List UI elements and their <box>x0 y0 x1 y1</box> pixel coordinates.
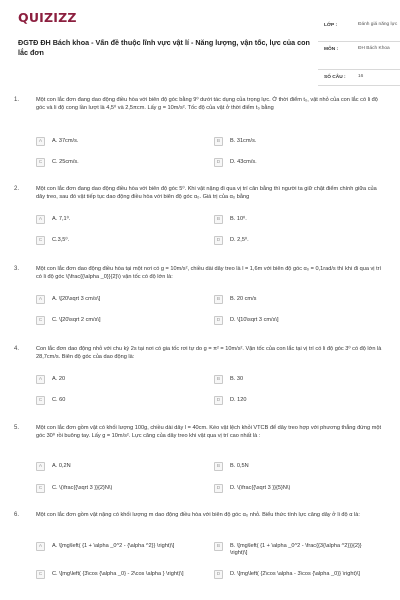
question-number: 2. <box>14 186 20 192</box>
option-b[interactable] <box>214 215 386 228</box>
option-letter-box: C <box>36 396 45 405</box>
option-letter-box: A <box>36 295 45 304</box>
option-letter-box: C <box>36 316 45 325</box>
option-d[interactable] <box>214 316 386 329</box>
option-text: C. \[mg\left( {3\cos {\alpha _0} - 2\cos \alpha } \right)\] <box>52 571 184 577</box>
option-a[interactable] <box>36 375 208 388</box>
option-letter-box: C <box>36 158 45 167</box>
question-text: Một con lắc đơn gồm vật có khối lượng 100g, chiều dài dây l = 40cm. Kéo vật lệch khỏi VTCB để dây treo hợp với phương thẳng đứng một góc 30⁰ rồi buông tay. Lấy g = 10m/s². Lực căng của dây treo khi vật qua vị trí cao nhất là : <box>36 425 382 439</box>
question-number: 4. <box>14 346 20 352</box>
option-text: B. 20 cm/s <box>230 296 257 302</box>
option-text: A. 7,1⁰. <box>52 216 71 222</box>
option-text: B. 0,5N <box>230 463 249 469</box>
option-text: D. 43cm/s. <box>230 159 257 165</box>
option-text: A. \[mg\left( {1 + \alpha _0^2 - {\alpha ^2}} \right)\] <box>52 543 175 549</box>
option-c[interactable] <box>36 316 208 329</box>
option-letter-box: A <box>36 462 45 471</box>
option-letter-box: D <box>214 158 223 167</box>
meta-row-subject <box>318 42 400 70</box>
option-letter-box: A <box>36 137 45 146</box>
option-d[interactable] <box>214 236 386 249</box>
option-letter-box: A <box>36 215 45 224</box>
option-a[interactable] <box>36 295 208 308</box>
question-count-label: SỐ CÂU : <box>324 75 346 80</box>
option-c[interactable] <box>36 236 208 249</box>
option-letter-box: D <box>214 236 223 245</box>
option-b[interactable] <box>214 295 386 308</box>
subject-value: ĐH Bách Khoa <box>358 46 390 51</box>
option-letter-box: B <box>214 295 223 304</box>
option-letter-box: A <box>36 542 45 551</box>
option-letter-box: B <box>214 137 223 146</box>
option-b[interactable] <box>214 542 386 562</box>
option-text: A. \[20\sqrt 3 cm/s\] <box>52 296 101 302</box>
meta-row-count <box>318 70 400 86</box>
meta-row-class <box>318 18 400 42</box>
option-letter-box: B <box>214 215 223 224</box>
option-letter-box: C <box>36 236 45 245</box>
option-text: B. 10⁰. <box>230 216 247 222</box>
option-letter-box: D <box>214 570 223 579</box>
option-text: D. 2,5⁰. <box>230 237 249 243</box>
option-text: D. \[mg\left( {2\cos \alpha - 3\cos {\alpha _0}} \right)\] <box>230 571 360 577</box>
question-number: 1. <box>14 97 20 103</box>
option-letter-box: C <box>36 570 45 579</box>
option-letter-box: C <box>36 484 45 493</box>
option-c[interactable] <box>36 570 208 590</box>
subject-label: MÔN : <box>324 47 339 52</box>
option-letter-box: D <box>214 316 223 325</box>
option-c[interactable] <box>36 396 208 409</box>
document-title: ĐGTĐ ĐH Bách khoa - Vấn đề thuộc lĩnh vực vật lí - Năng lượng, vận tốc, lực của con lắc đơn <box>18 38 310 57</box>
question-count-value: 16 <box>358 74 364 79</box>
option-b[interactable] <box>214 462 386 475</box>
question-text: Con lắc đơn dao động nhỏ với chu kỳ 2s tại nơi có gia tốc rơi tự do g = π² = 10m/s². Vận tốc của con lắc tại vị trí có li độ góc 3⁰ có độ lớn là 28,7cm/s. Biên độ góc của dao động là: <box>36 346 382 360</box>
option-d[interactable] <box>214 158 386 171</box>
option-d[interactable] <box>214 396 386 409</box>
option-a[interactable] <box>36 215 208 228</box>
question-number: 5. <box>14 425 20 431</box>
option-a[interactable] <box>36 137 208 150</box>
question-text: Một con lắc đơn đang dao động điều hòa với biên độ góc 5⁰. Khi vật nặng đi qua vị trí cân bằng thì người ta giữ chặt điểm chính giữa của dây treo, sau đó vật tiếp tục dao động điều hòa với biên độ góc α₀. Giá trị của α₀ bằng <box>36 186 377 200</box>
option-letter-box: D <box>214 396 223 405</box>
option-text: D. \[10\sqrt 3 cm/s\] <box>230 317 279 323</box>
option-letter-box: B <box>214 462 223 471</box>
option-a[interactable] <box>36 542 208 562</box>
option-text: A. 0,2N <box>52 463 71 469</box>
option-b[interactable] <box>214 137 386 150</box>
option-d[interactable] <box>214 570 386 590</box>
option-text: B. \[mg\left( {1 + \alpha _0^2 - \frac{{3{\alpha ^2}}}{2}} \right)\] <box>230 543 362 557</box>
meta-table <box>318 18 400 86</box>
quizizz-logo: QUIZIZZ <box>18 10 77 25</box>
option-letter-box: D <box>214 484 223 493</box>
question-text: Một con lắc đơn dao động điều hòa tại một nơi có g = 10m/s², chiều dài dây treo là l = 1,6m với biên độ góc α₀ = 0,1rad/s thì khi đi qua vị trí có li độ góc \(\frac{{\alpha _0}}{2}\) vận tốc có độ lớn là: <box>36 266 382 280</box>
class-value: Đánh giá năng lực <box>358 22 398 27</box>
option-text: C. \(\frac{{\sqrt 3 }}{2}N\) <box>52 485 113 491</box>
question-text: Một con lắc đơn đang dao động điều hòa với biên độ góc bằng 9⁰ dưới tác dụng của trọng lực. Ở thời điểm t₀, vật nhỏ của con lắc có li độ góc và li độ cong lần lượt là 4,5⁰ và 2,5πcm. Lấy g = 10m/s². Tốc độ của vật ở thời điểm t₀ bằng <box>36 97 378 111</box>
option-text: A. 20 <box>52 376 66 382</box>
option-c[interactable] <box>36 158 208 171</box>
option-d[interactable] <box>214 484 386 497</box>
option-text: C. 60 <box>52 397 66 403</box>
question-number: 6. <box>14 512 20 518</box>
worksheet-header <box>12 8 398 80</box>
option-text: C.3,5⁰. <box>52 237 70 243</box>
option-text: B. 31cm/s. <box>230 138 257 144</box>
option-text: C. \[20\sqrt 2 cm/s\] <box>52 317 101 323</box>
option-text: A. 37cm/s. <box>52 138 79 144</box>
option-letter-box: B <box>214 542 223 551</box>
question-text: Một con lắc đơn gồm vật nặng có khối lượng m dao động điều hòa với biên độ góc α₀ nhỏ. Biểu thức tính lực căng dây ở li độ α là: <box>36 512 360 518</box>
option-c[interactable] <box>36 484 208 497</box>
option-letter-box: B <box>214 375 223 384</box>
question-number: 3. <box>14 266 20 272</box>
option-a[interactable] <box>36 462 208 475</box>
option-text: C. 25cm/s. <box>52 159 79 165</box>
option-text: D. 120 <box>230 397 247 403</box>
option-letter-box: A <box>36 375 45 384</box>
option-b[interactable] <box>214 375 386 388</box>
option-text: B. 30 <box>230 376 244 382</box>
option-text: D. \(\frac{{\sqrt 3 }}{5}N\) <box>230 485 291 491</box>
class-label: LỚP : <box>324 23 338 28</box>
